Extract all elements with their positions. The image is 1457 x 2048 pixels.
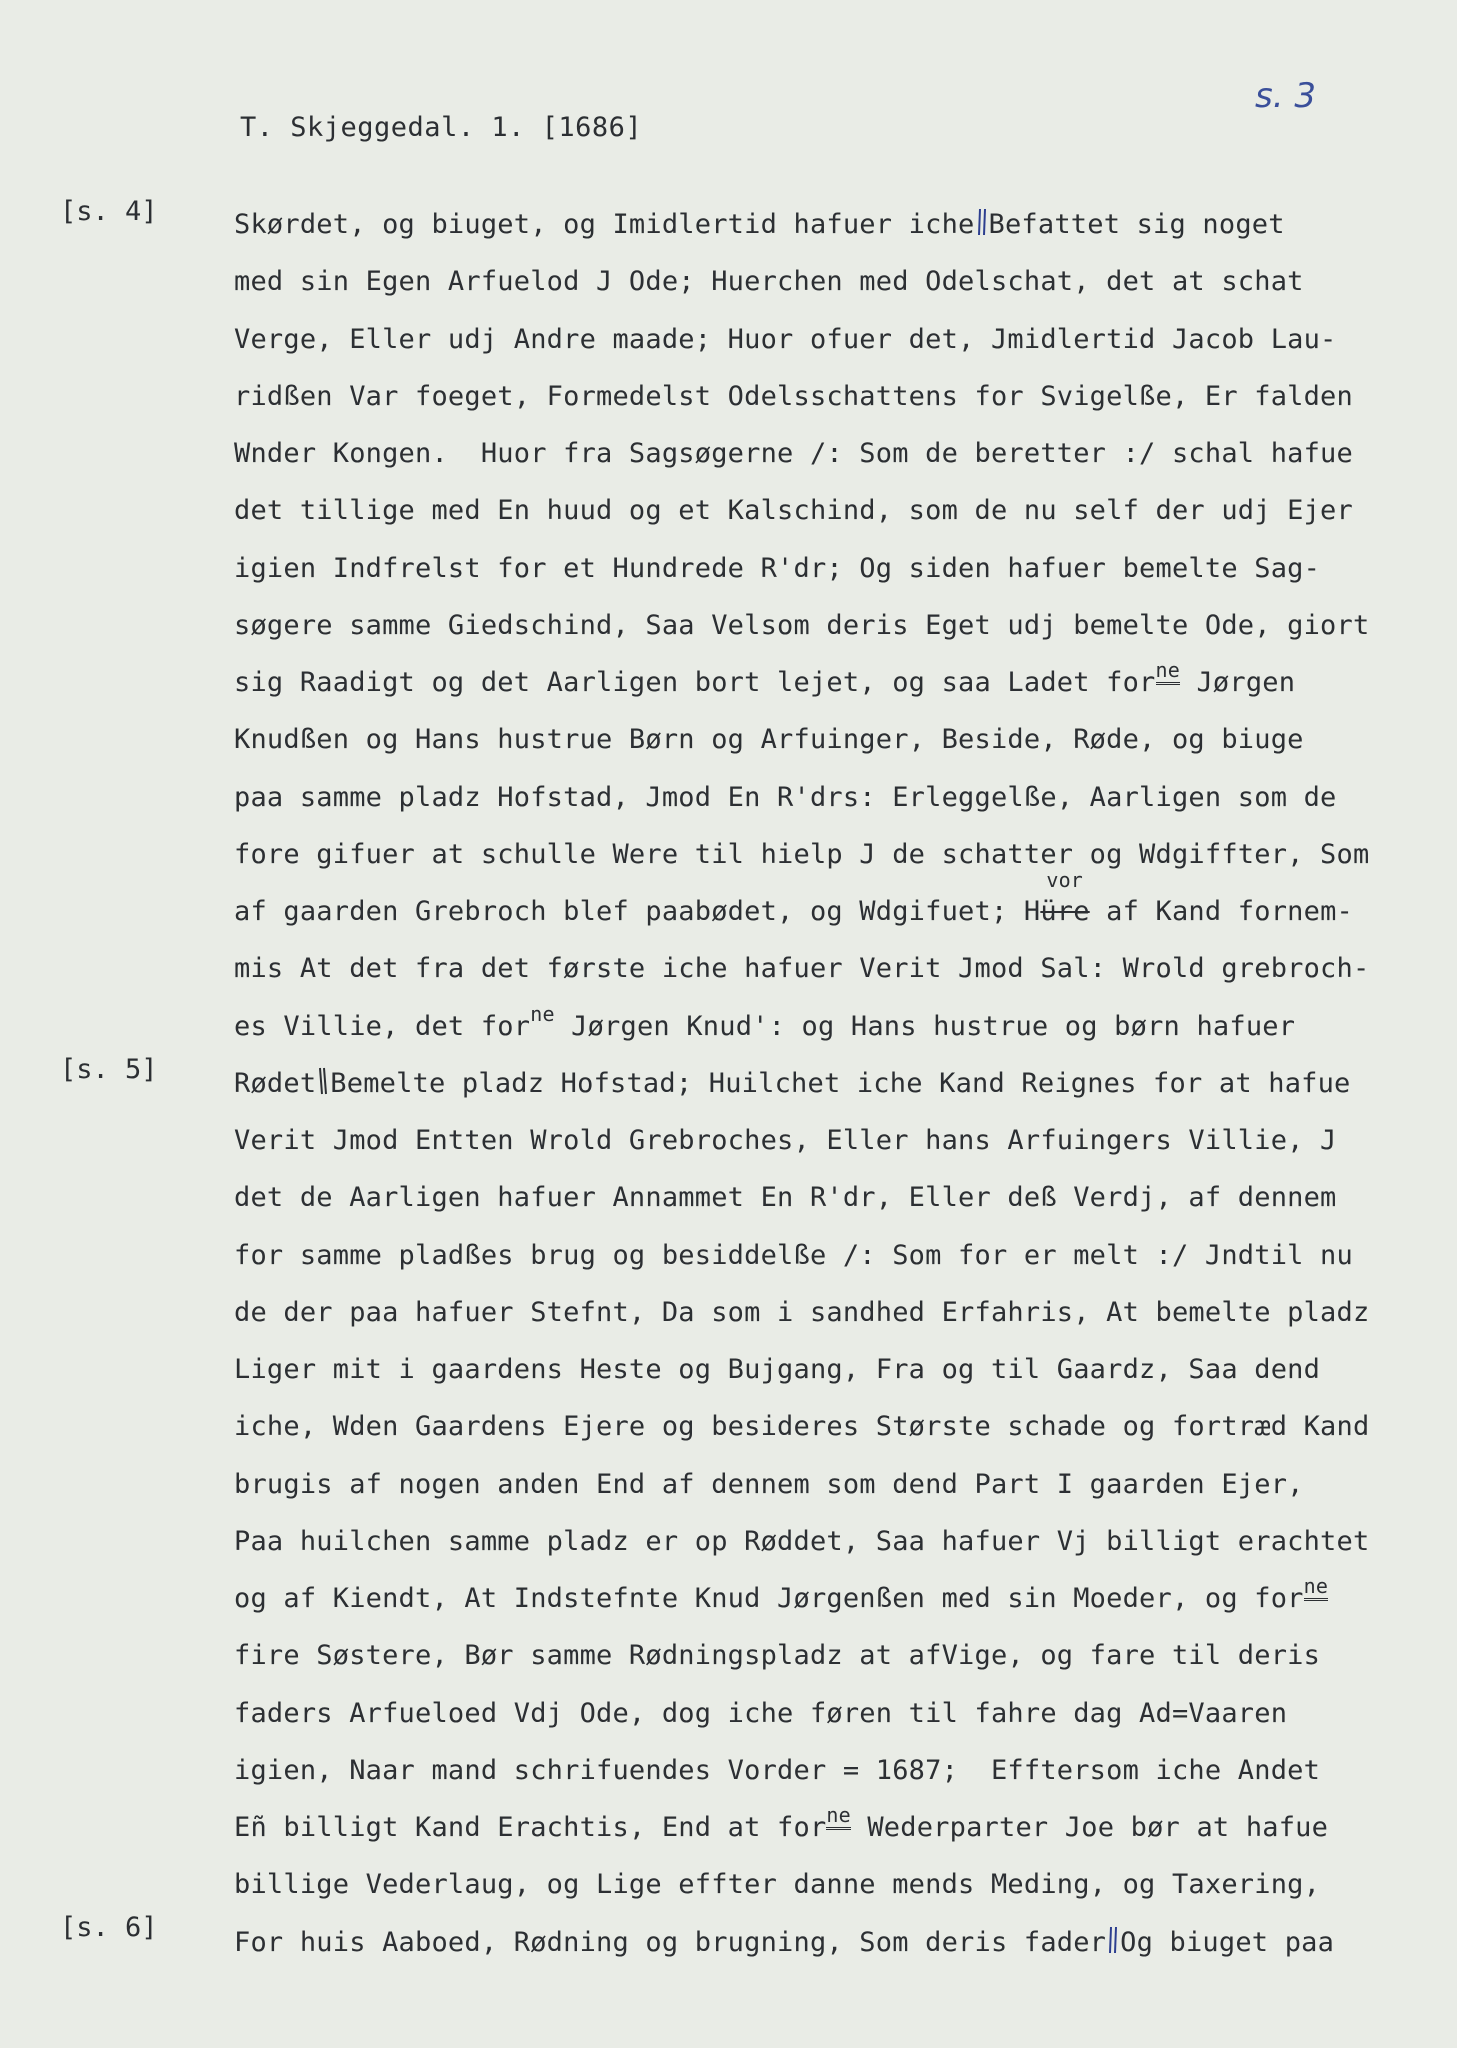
text-segment: Og biuget paa <box>1120 1926 1335 1958</box>
text-line: det de Aarligen hafuer Annammet En R'dr, Eller deß Verdj, af dennem <box>234 1182 1337 1214</box>
text-line: fire Søstere, Bør samme Rødningspladz at afVige, og fare til deris <box>234 1640 1321 1672</box>
text-line <box>234 1570 1424 1627</box>
text-segment: For huis Aaboed, Rødning og brugning, Som deris fader <box>234 1926 1107 1958</box>
transcription-body <box>234 196 1424 1971</box>
text-line: igien, Naar mand schrifuendes Vorder = 1687; Efftersom iche Andet <box>234 1754 1321 1786</box>
text-segment: Jørgen Knud': og Hans hustrue og børn hafuer <box>554 1010 1296 1042</box>
text-segment: Befattet sig noget <box>988 209 1285 240</box>
document-header: T. Skjeggedal. 1. [1686] <box>240 112 643 143</box>
text-segment: Bemelte pladz Hofstad; Huilchet iche Kand Reignes for at hafue <box>330 1067 1351 1099</box>
text-line: brugis af nogen anden End af dennem som dend Part I gaarden Ejer, <box>234 1468 1304 1500</box>
text-line: ridßen Var foeget, Formedelst Odelsschattens for Svigelße, Er falden <box>234 380 1353 412</box>
superscript-abbreviation: ne <box>530 1001 555 1026</box>
struck-text: üre <box>1040 896 1090 927</box>
text-segment: Wederparter Joe bør at hafue <box>850 1812 1329 1843</box>
text-line <box>234 998 1424 1055</box>
text-line <box>234 654 1424 711</box>
text-line: Knudßen og Hans hustrue Børn og Arfuinger, Beside, Røde, og biuge <box>234 724 1304 756</box>
text-segment: Skørdet, og biuget, og Imidlertid hafuer iche <box>234 209 975 240</box>
text-line: Paa huilchen samme pladz er op Røddet, Saa hafuer Vj billigt erachtet <box>234 1525 1370 1557</box>
text-segment: af gaarden Grebroch blef paabødet, og Wdgifuet; H <box>234 896 1041 927</box>
text-line: med sin Egen Arfuelod J Ode; Huerchen med Odelschat, det at schat <box>234 266 1304 298</box>
text-line: iche, Wden Gaardens Ejere og besideres Største schade og fortræd Kand <box>234 1411 1370 1443</box>
text-segment: af Kand fornem- <box>1089 896 1353 927</box>
text-line: de der paa hafuer Stefnt, Da som i sandhed Erfahris, At bemelte pladz <box>234 1296 1370 1328</box>
text-line: igien Indfrelst for et Hundrede R'dr; Og siden hafuer bemelte Sag- <box>234 552 1321 584</box>
text-line: fore gifuer at schulle Were til hielp J de schatter og Wdgiffter, Som <box>234 838 1370 870</box>
text-line: Verit Jmod Entten Wrold Grebroches, Eller hans Arfuingers Villie, J <box>234 1125 1337 1156</box>
text-line <box>234 1055 1424 1112</box>
margin-page-ref-6: [s. 6] <box>60 1912 158 1943</box>
superscript-abbreviation: ne <box>1304 1574 1328 1601</box>
page-break-marker-icon <box>318 1066 328 1096</box>
text-segment: Jørgen <box>1180 667 1296 698</box>
text-line <box>234 1914 1424 1971</box>
text-line: billige Vederlaug, og Lige effter danne mends Meding, og Taxering, <box>234 1869 1321 1901</box>
text-segment: es Villie, det for <box>234 1010 531 1042</box>
text-line: mis At det fra det første iche hafuer Verit Jmod Sal: Wrold grebroch- <box>234 953 1370 985</box>
text-line <box>234 868 1424 940</box>
page-break-marker-icon <box>1108 1925 1118 1955</box>
superscript-abbreviation: ne <box>1156 658 1180 685</box>
text-line: Liger mit i gaardens Heste og Bujgang, Fra og til Gaardz, Saa dend <box>234 1354 1321 1385</box>
text-segment: Rødet <box>234 1067 317 1099</box>
text-line: det tillige med En huud og et Kalschind, som de nu self der udj Ejer <box>234 495 1353 527</box>
superscript-abbreviation: ne <box>826 1803 850 1830</box>
margin-page-ref-4: [s. 4] <box>60 196 158 227</box>
text-line <box>234 196 1424 253</box>
page-break-marker-icon <box>977 207 987 237</box>
text-segment: og af Kiendt, At Indstefnte Knud Jørgenßen med sin Moeder, og for <box>234 1583 1304 1614</box>
correction-insertion: vor <box>1046 868 1084 892</box>
text-line: Verge, Eller udj Andre maade; Huor ofuer det, Jmidlertid Jacob Lau- <box>234 323 1337 355</box>
correction <box>1040 868 1090 927</box>
handwritten-page-number: s. 3 <box>1255 76 1316 116</box>
text-segment: sig Raadigt og det Aarligen bort lejet, og saa Ladet for <box>234 667 1156 698</box>
text-line: Wnder Kongen. Huor fra Sagsøgerne /: Som de beretter :/ schal hafue <box>234 438 1353 469</box>
text-line: for samme pladßes brug og besiddelße /: Som for er melt :/ Jndtil nu <box>234 1239 1353 1271</box>
text-line: faders Arfueloed Vdj Ode, dog iche føren til fahre dag Ad=Vaaren <box>234 1697 1288 1729</box>
text-segment: Eñ billigt Kand Erachtis, End at for <box>234 1812 827 1843</box>
margin-page-ref-5: [s. 5] <box>60 1054 158 1085</box>
text-line: paa samme pladz Hofstad, Jmod En R'drs: Erleggelße, Aarligen som de <box>234 781 1337 813</box>
text-line <box>234 1799 1424 1856</box>
text-line: søgere samme Giedschind, Saa Velsom deris Eget udj bemelte Ode, giort <box>234 609 1370 641</box>
